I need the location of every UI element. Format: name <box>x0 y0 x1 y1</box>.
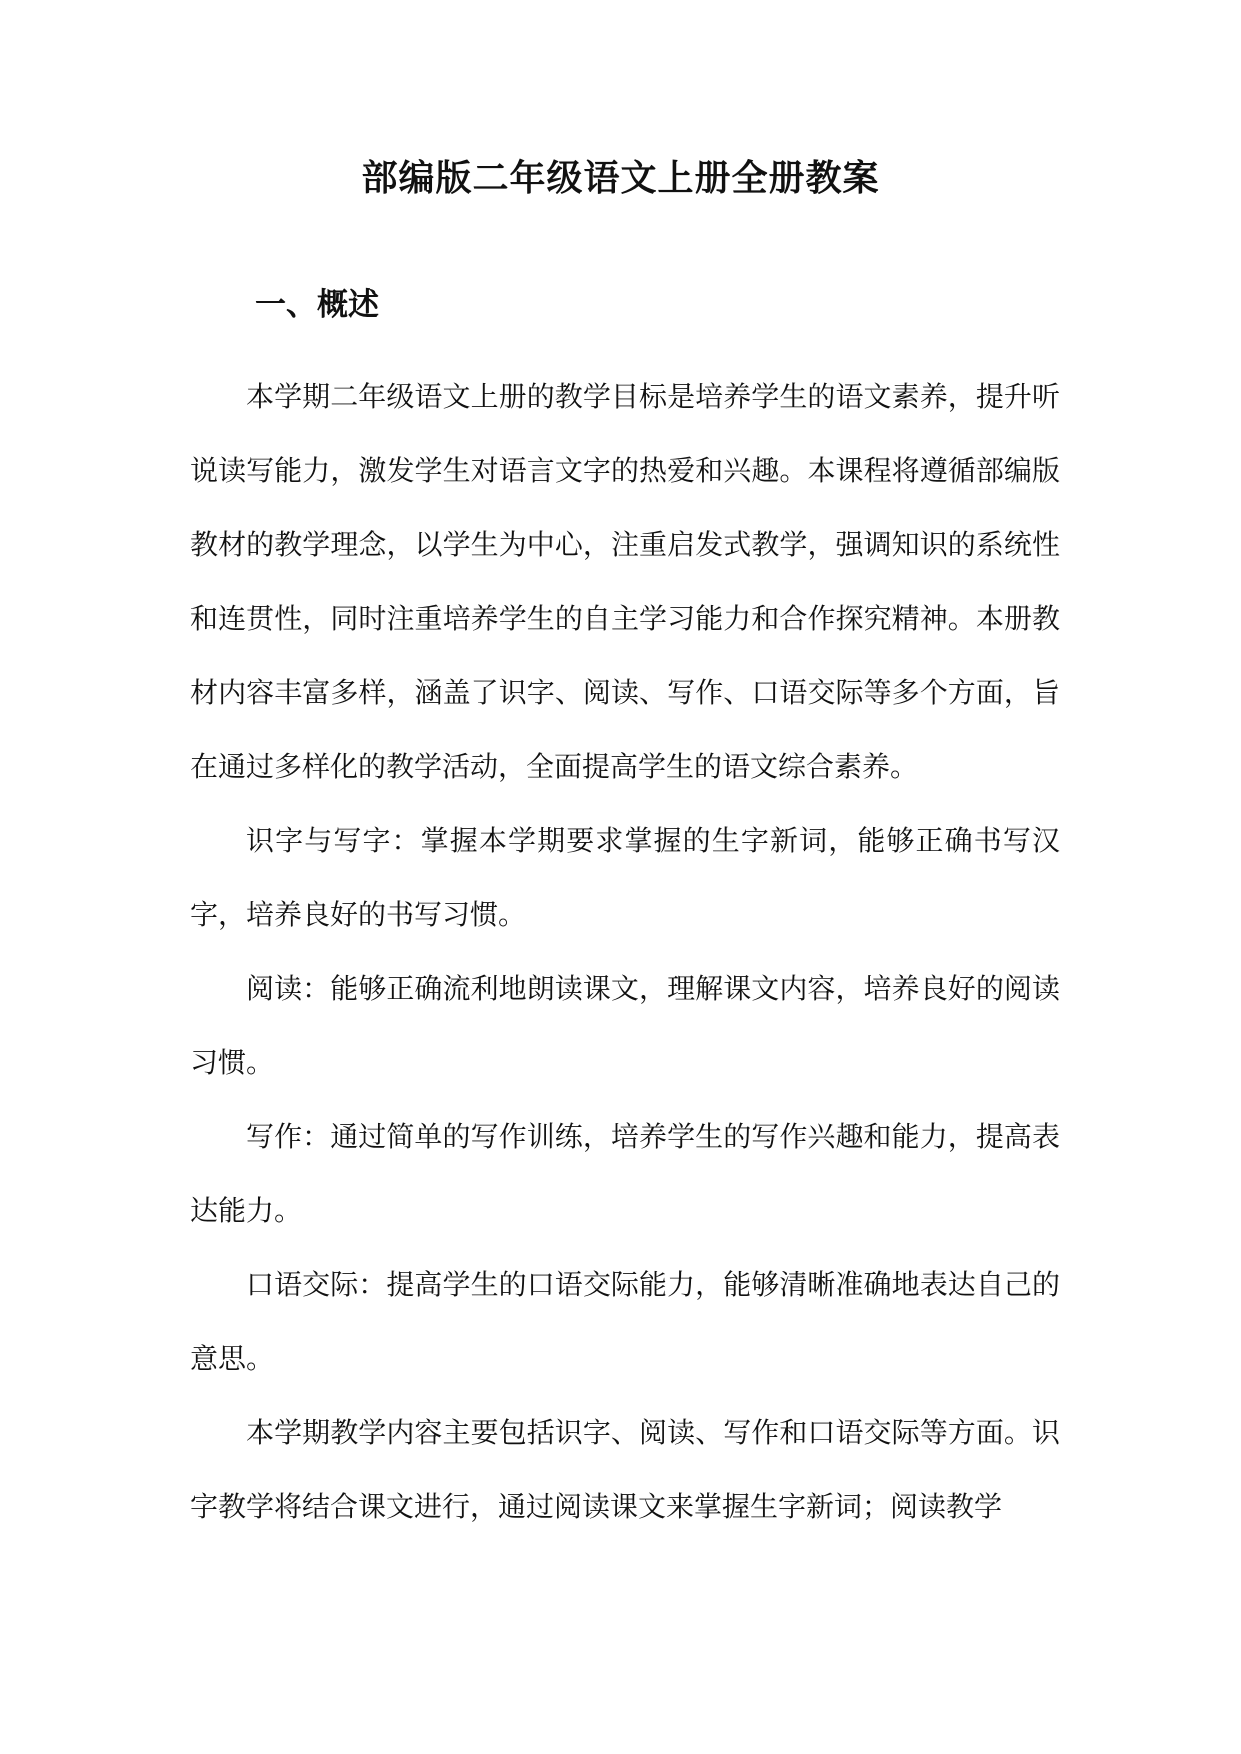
document-title: 部编版二年级语文上册全册教案 <box>361 157 880 199</box>
paragraph-writing: 写作：通过简单的写作训练，培养学生的写作兴趣和能力，提高表达能力。 <box>190 1120 1060 1227</box>
paragraph-oral: 口语交际：提高学生的口语交际能力，能够清晰准确地表达自己的意思。 <box>190 1268 1060 1375</box>
paragraph-literacy: 识字与写字：掌握本学期要求掌握的生字新词，能够正确书写汉字，培养良好的书写习惯。 <box>190 824 1060 931</box>
paragraph-reading: 阅读：能够正确流利地朗读课文，理解课文内容，培养良好的阅读习惯。 <box>190 972 1060 1079</box>
paragraph-overview: 本学期二年级语文上册的教学目标是培养学生的语文素养，提升听说读写能力，激发学生对语言文字的热爱和兴趣。本课程将遵循部编版教材的教学理念，以学生为中心，注重启发式教学，强调知识的系统性和连贯性，同时注重培养学生的自主学习能力和合作探究精神。本册教材内容丰富多样，涵盖了识字、阅读、写作、口语交际等多个方面，旨在通过多样化的教学活动，全面提高学生的语文综合素养。 <box>190 380 1060 783</box>
document-body <box>190 360 1060 1544</box>
section-heading-overview: 一、概述 <box>255 287 379 323</box>
paragraph-content: 本学期教学内容主要包括识字、阅读、写作和口语交际等方面。识字教学将结合课文进行，通过阅读课文来掌握生字新词；阅读教学 <box>190 1416 1060 1523</box>
